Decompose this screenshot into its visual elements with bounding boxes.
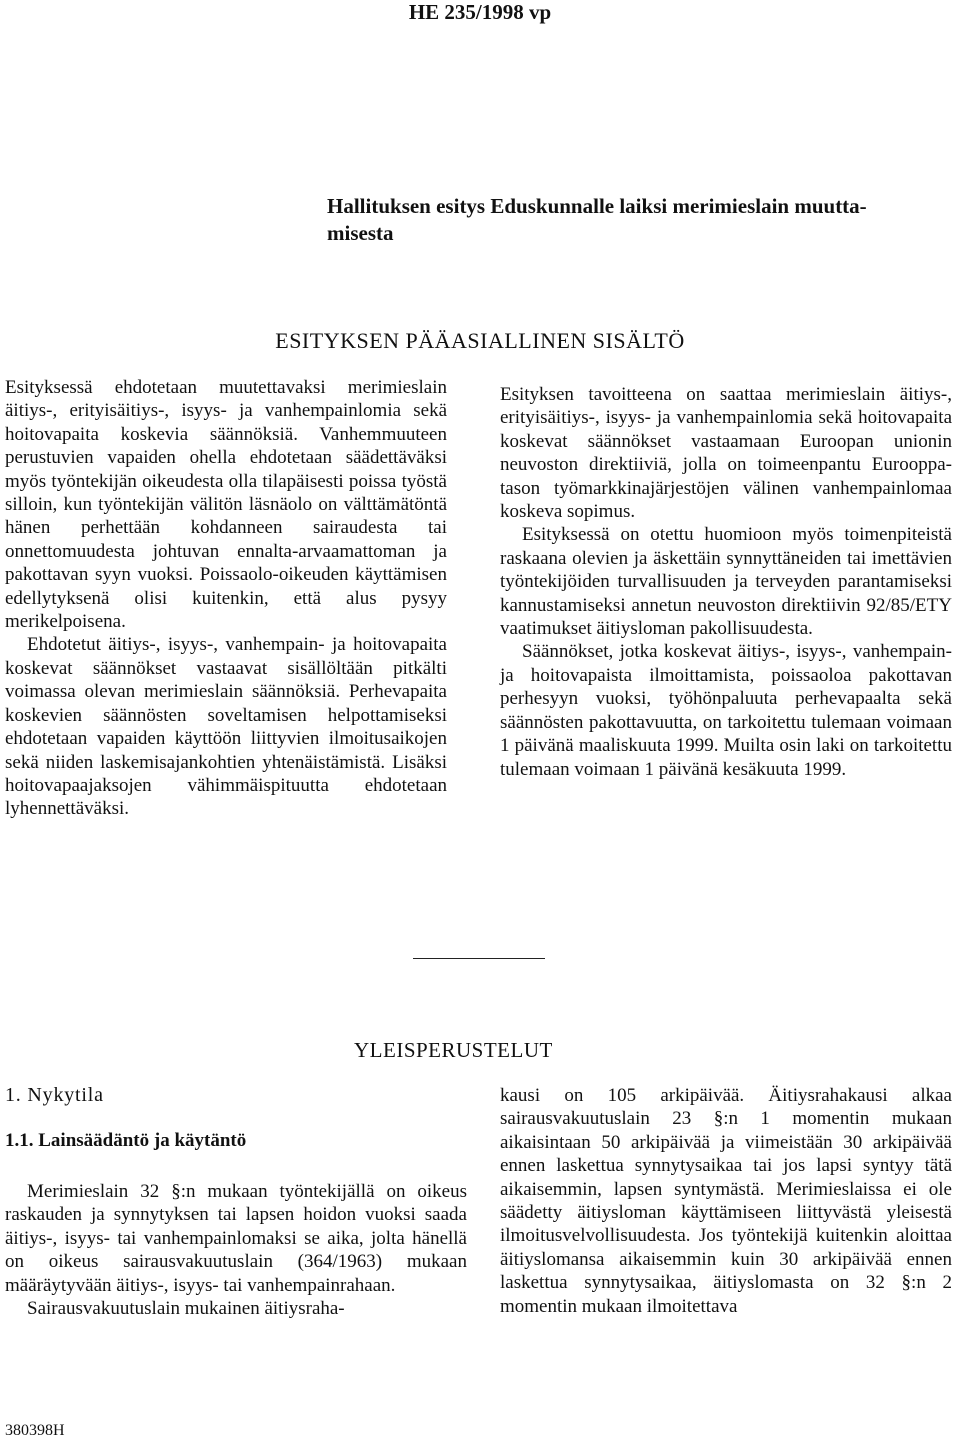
section-1-1-heading: 1.1. Lainsäädäntö ja käytäntö xyxy=(5,1130,247,1151)
summary-left-column xyxy=(5,376,447,821)
footer-code: 380398H xyxy=(5,1422,65,1439)
general-left-column xyxy=(5,1180,467,1320)
summary-left-paragraph: Esityksessä ehdotetaan muutettavaksi merimieslain äitiys-, erityisäitiys-, isyys- ja vanhempainlomia sekä hoitovapaita koskevia säännöksiä. Vanhemmuuteen perustuvien vapaiden ohella ehdotetaan säädettäväksi myös työntekijän oikeudesta olla tilapäisesti poissa työstä silloin, kun työntekijän välitön läsnäolo on välttämätöntä hänen perhettään kohdanneen sairaudesta tai onnettomuudesta johtuvan ennalta-arvaamattoman ja pakottavan syyn vuoksi. Poissaolo-oikeuden käyttämisen edellytyksenä olisi kuitenkin, että alus pysyy merikelpoisena. xyxy=(5,377,447,633)
summary-right-paragraph: Esityksen tavoitteena on saattaa merimieslain äitiys-, erityisäitiys-, isyys- ja vanhempainlomia sekä hoitovapaita koskevat säännökset vastaamaan Euroopan unionin neuvoston direktiiviä, jolla on toimeenpantu Eurooppa-tason työmarkkinajärjestöjen välinen vanhempainlomaa koskeva sopimus. xyxy=(500,384,952,523)
general-right-paragraph: kausi on 105 arkipäivää. Äitiysrahakausi alkaa sairausvakuutuslain 23 §:n 1 momentin mukaan aikaisintaan 50 arkipäivää ja viimeistään 30 arkipäivää ennen laskettua synnytysaikaa tai jos lapsi syntyy tätä aikaisemmin, lapsen syntymästä. Merimieslaissa ei ole säädetty äitiysloman käyttämiseen liittyvästä yleisestä ilmoitusvelvollisuudesta. Jos työntekijä kuitenkin aloittaa äitiyslomansa aikaisemmin kuin 30 arkipäivää ennen laskettua synnytysaikaa, äitiyslomasta on 32 §:n 2 momentin mukaan ilmoitettava xyxy=(500,1085,952,1317)
summary-right-paragraph: Esityksessä on otettu huomioon myös toimenpiteistä raskaana olevien ja äskettäin synnyttäneiden tai imettävien työntekijöiden turvallisuuden ja terveyden parantamiseksi kannustamiseksi annetun neuvoston direktiivin 92/85/ETY vaatimukset äitiysloman pakollisuudesta. xyxy=(500,524,952,640)
title-line-1: Hallituksen esitys Eduskunnalle laiksi merimieslain muutta- xyxy=(327,194,867,218)
summary-heading: ESITYKSEN PÄÄASIALLINEN SISÄLTÖ xyxy=(275,328,685,353)
general-left-paragraph: Sairausvakuutuslain mukainen äitiysraha- xyxy=(27,1298,345,1320)
general-left-paragraph: Merimieslain 32 §:n mukaan työntekijällä on oikeus raskauden ja synnytyksen tai lapsen hoidon vuoksi saada äitiys-, isyys- tai vanhempainlomaksi se aika, jolta hänellä on oikeus sairausvakuutuslain (364/1963) mukaan määräytyvään äitiys-, isyys- tai vanhempainrahaan. xyxy=(5,1181,467,1296)
document-title xyxy=(327,193,927,247)
summary-right-column xyxy=(500,383,952,781)
title-line-2: misesta xyxy=(327,221,394,245)
general-heading: YLEISPERUSTELUT xyxy=(354,1038,553,1062)
summary-right-paragraph: Säännökset, jotka koskevat äitiys-, isyys-, vanhempain- ja hoitovapaista ilmoittamista, poissaoloa pakottavan perhesyyn vuoksi, työhönpaluuta perhevapaalta sekä säännösten pakottavuutta, on tarkoitettu tulemaan voimaan 1 päivänä maaliskuuta 1999. Muilta osin laki on tarkoitettu tulemaan voimaan 1 päivänä kesäkuuta 1999. xyxy=(500,641,952,780)
summary-left-paragraph: Ehdotetut äitiys-, isyys-, vanhempain- ja hoitovapaita koskevat säännökset vastaavat sisällöltään pitkälti voimassa olevan merimieslain säännöksiä. Perhevapaita koskevien säännösten soveltamisen helpottamiseksi ehdotetaan vapaiden käyttöön liittyvien ilmoitusaikojen sekä niiden laskemisajankohtien yhtenäistämistä. Lisäksi hoitovapaajaksojen vähimmäispituutta ehdotetaan lyhennettäväksi. xyxy=(5,634,447,820)
general-right-column xyxy=(500,1084,952,1318)
document-id-header: HE 235/1998 vp xyxy=(408,0,552,24)
section-divider xyxy=(413,958,545,959)
section-1-heading: 1. Nykytila xyxy=(5,1084,104,1106)
